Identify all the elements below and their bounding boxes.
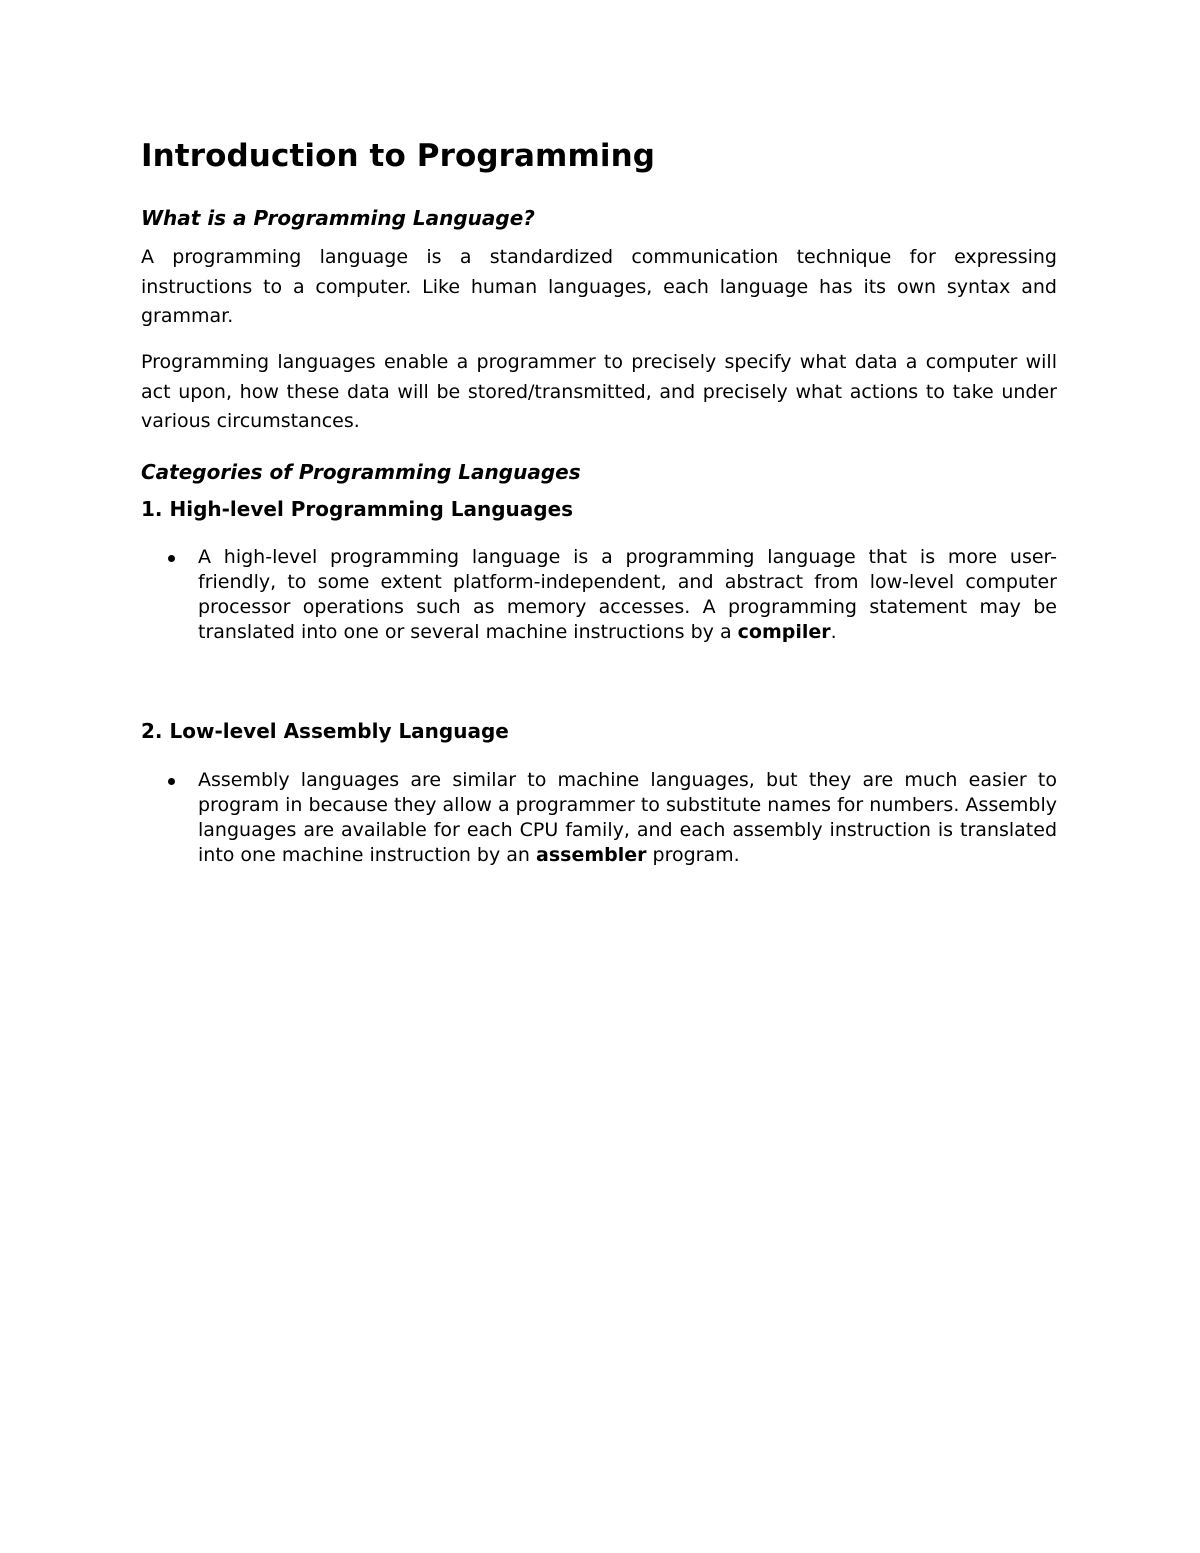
low-level-bullet-end: program.: [646, 844, 740, 866]
purpose-paragraph: Programming languages enable a programmer to precisely specify what data a computer will act upon, how these data will be stored/transmitted, and precisely what actions to take under various circumstances.: [141, 351, 1057, 432]
list-item: [141, 768, 1057, 868]
list-item: [141, 545, 1057, 645]
bullet-icon: [168, 778, 175, 785]
bullet-icon: [168, 555, 175, 562]
section-heading-categories: Categories of Programming Languages: [141, 460, 581, 484]
section-heading-what-is: What is a Programming Language?: [141, 206, 535, 230]
low-level-bullet-text: Assembly languages are similar to machine languages, but they are much easier to program in because they allow a programmer to substitute names for numbers. Assembly languages are available for each CPU family, and each assembly instruction is translated into one machine instruction by an: [198, 769, 1057, 866]
high-level-bullet-list: [141, 545, 1057, 645]
definition-paragraph: A programming language is a standardized communication technique for expressing instructions to a computer. Like human languages, each language has its own syntax and grammar.: [141, 246, 1057, 327]
low-level-bullet-list: [141, 768, 1057, 868]
high-level-bullet-end: .: [830, 621, 837, 643]
compiler-term: compiler: [737, 621, 831, 643]
assembler-term: assembler: [536, 844, 647, 866]
high-level-bullet-text: A high-level programming language is a programming language that is more user-friendly, to some extent platform-independent, and abstract from low-level computer processor operations such as memory accesses. A programming statement may be translated into one or several machine instructions by a: [198, 546, 1057, 643]
category-heading-high-level: 1. High-level Programming Languages: [141, 497, 574, 521]
document-title: Introduction to Programming: [141, 138, 656, 174]
category-heading-low-level: 2. Low-level Assembly Language: [141, 719, 509, 743]
